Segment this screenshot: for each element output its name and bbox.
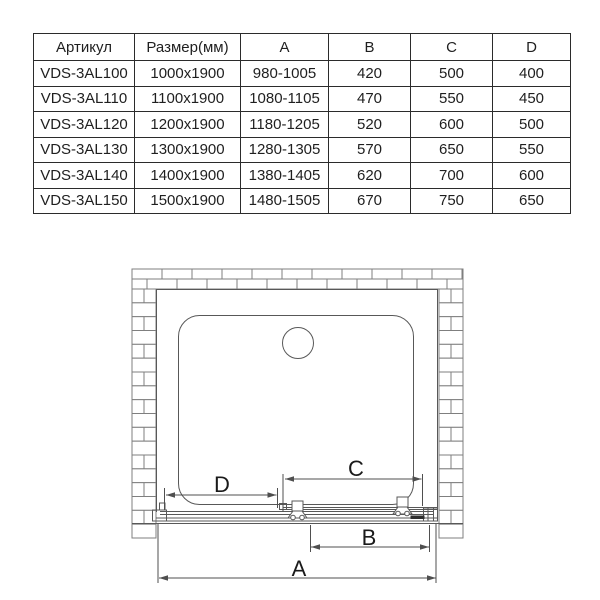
table-cell: 1080-1105 (241, 86, 329, 112)
arrow-left (159, 575, 168, 581)
roller-wheel (405, 511, 410, 516)
table-cell: 420 (329, 61, 411, 87)
dimension-a (158, 524, 436, 583)
door-handle (411, 516, 425, 520)
table-row (34, 112, 571, 138)
table-cell: VDS-3AL110 (34, 86, 135, 112)
table-cell: VDS-3AL130 (34, 137, 135, 163)
table-cell: 650 (493, 188, 571, 214)
arrow-right (268, 492, 277, 498)
spec-table (33, 33, 571, 214)
brick-wall-top (132, 269, 463, 289)
table-cell: 1480-1505 (241, 188, 329, 214)
column-header: A (241, 34, 329, 61)
table-header-row (34, 34, 571, 61)
table-cell: 750 (411, 188, 493, 214)
table-cell: 500 (493, 112, 571, 138)
table-cell: 1180-1205 (241, 112, 329, 138)
table-cell: 400 (493, 61, 571, 87)
table-cell: 550 (493, 137, 571, 163)
table-cell: 1300x1900 (135, 137, 241, 163)
table-cell: 1500x1900 (135, 188, 241, 214)
arrow-right (427, 575, 436, 581)
table-cell: 470 (329, 86, 411, 112)
table-cell: 1380-1405 (241, 163, 329, 189)
column-header: B (329, 34, 411, 61)
arrow-right (413, 476, 422, 482)
roller-right (393, 497, 412, 516)
roller-wheel (291, 515, 296, 520)
dimension-label-d: D (214, 472, 230, 497)
roller-wheel (396, 511, 401, 516)
table-row (34, 163, 571, 189)
arrow-left (311, 544, 320, 550)
table-cell: VDS-3AL120 (34, 112, 135, 138)
table-cell: 980-1005 (241, 61, 329, 87)
table-cell: 1280-1305 (241, 137, 329, 163)
dimension-label-c: C (348, 456, 364, 481)
roller-left (288, 501, 307, 520)
table-cell: 700 (411, 163, 493, 189)
table-cell: 1400x1900 (135, 163, 241, 189)
table-cell: 520 (329, 112, 411, 138)
table-cell: 570 (329, 137, 411, 163)
drain-circle (283, 328, 314, 359)
table-cell: VDS-3AL140 (34, 163, 135, 189)
table-cell: 500 (411, 61, 493, 87)
arrow-left (166, 492, 175, 498)
dimension-b (311, 525, 430, 552)
column-header: Артикул (34, 34, 135, 61)
table-cell: 600 (493, 163, 571, 189)
table-cell: 650 (411, 137, 493, 163)
arrow-left (285, 476, 294, 482)
table-cell: 450 (493, 86, 571, 112)
table-cell: 1100x1900 (135, 86, 241, 112)
roller-wheel (300, 515, 305, 520)
brick-wall-left (132, 289, 156, 538)
table-cell: 1200x1900 (135, 112, 241, 138)
table-cell: VDS-3AL150 (34, 188, 135, 214)
table-cell: 600 (411, 112, 493, 138)
table-cell: 1000x1900 (135, 61, 241, 87)
table-row (34, 86, 571, 112)
column-header: C (411, 34, 493, 61)
installation-diagram (0, 250, 600, 600)
table-row (34, 137, 571, 163)
table-cell: 670 (329, 188, 411, 214)
dimension-label-b: B (361, 525, 377, 550)
table-cell: VDS-3AL100 (34, 61, 135, 87)
column-header: Размер(мм) (135, 34, 241, 61)
column-header: D (493, 34, 571, 61)
table-cell: 620 (329, 163, 411, 189)
arrow-right (420, 544, 429, 550)
table-cell: 550 (411, 86, 493, 112)
brick-wall-right (439, 289, 463, 538)
table-row (34, 61, 571, 87)
table-row (34, 188, 571, 214)
dimension-label-a: A (291, 556, 307, 581)
